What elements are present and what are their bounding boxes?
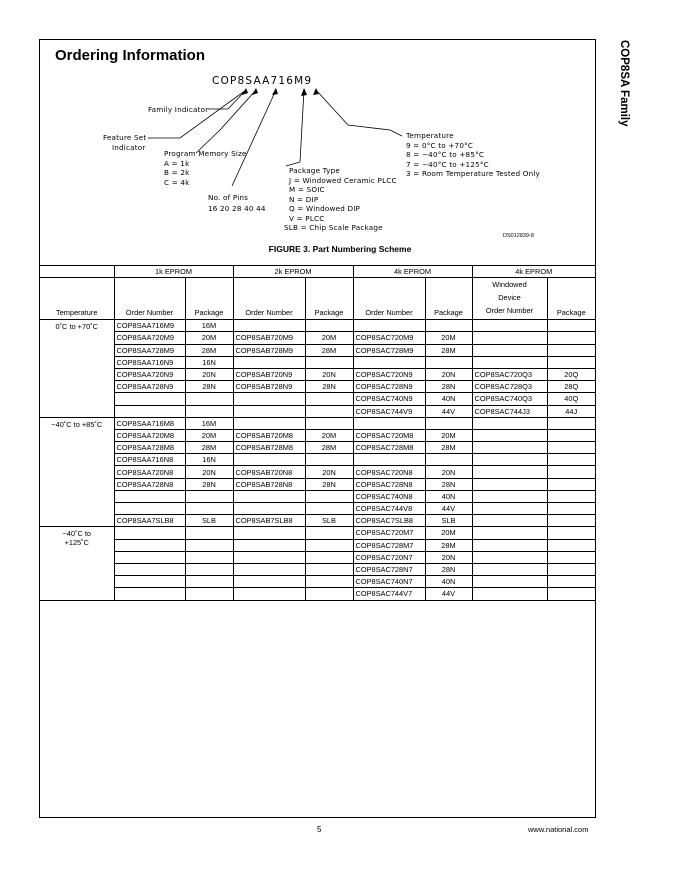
col-header-windowed-order: Windowed Device Order Number — [472, 278, 547, 320]
order-number-cell: COP8SAA728N8 — [114, 478, 185, 490]
table-row — [40, 381, 595, 393]
order-number-cell — [472, 551, 547, 563]
order-number-cell: COP8SAC744V9 — [353, 405, 425, 417]
order-number-cell: COP8SAA7SLB8 — [114, 515, 185, 527]
order-number-cell — [233, 527, 305, 539]
order-number-cell — [472, 515, 547, 527]
package-cell — [547, 478, 595, 490]
package-cell: 20M — [305, 332, 353, 344]
package-cell — [305, 588, 353, 600]
table-row — [40, 368, 595, 380]
ordering-table — [40, 265, 595, 601]
package-cell — [547, 527, 595, 539]
package-cell — [547, 490, 595, 502]
table-row — [40, 454, 595, 466]
package-cell — [425, 356, 472, 368]
package-cell — [425, 320, 472, 332]
order-number-cell: COP8SAC728M8 — [353, 442, 425, 454]
table-row — [40, 442, 595, 454]
group-header-4k-windowed: 4k EPROM — [472, 266, 595, 278]
package-cell — [185, 527, 233, 539]
package-cell: 16N — [185, 356, 233, 368]
order-number-cell — [233, 551, 305, 563]
table-row — [40, 563, 595, 575]
group-header-2k: 2k EPROM — [233, 266, 353, 278]
package-cell — [185, 490, 233, 502]
package-cell: 44V — [425, 503, 472, 515]
table-row — [40, 527, 595, 539]
package-cell — [547, 320, 595, 332]
table-row — [40, 393, 595, 405]
package-cell: 40N — [425, 393, 472, 405]
order-number-cell: COP8SAC728M9 — [353, 344, 425, 356]
package-cell: SLB — [185, 515, 233, 527]
package-cell: 28N — [425, 478, 472, 490]
package-cell — [547, 442, 595, 454]
col-header-order: Order Number — [114, 278, 185, 320]
order-number-cell — [353, 454, 425, 466]
table-row — [40, 503, 595, 515]
package-cell: 16N — [185, 454, 233, 466]
leader-package — [286, 90, 304, 166]
order-number-cell — [114, 563, 185, 575]
package-cell: SLB — [305, 515, 353, 527]
package-cell: 28M — [425, 344, 472, 356]
package-cell: 20N — [305, 466, 353, 478]
order-number-cell — [233, 563, 305, 575]
order-number-cell — [233, 356, 305, 368]
package-cell: 44J — [547, 405, 595, 417]
part-code: COP8SAA716M9 — [212, 75, 313, 87]
group-header-1k: 1k EPROM — [114, 266, 233, 278]
order-number-cell: COP8SAC740N9 — [353, 393, 425, 405]
order-number-cell — [472, 527, 547, 539]
package-cell: SLB — [425, 515, 472, 527]
order-number-cell — [472, 490, 547, 502]
package-cell — [547, 563, 595, 575]
package-cell: 20M — [425, 332, 472, 344]
col-header-order: Order Number — [233, 278, 305, 320]
package-cell — [305, 320, 353, 332]
order-number-cell: COP8SAB728M8 — [233, 442, 305, 454]
order-number-cell — [353, 417, 425, 429]
order-number-cell — [114, 503, 185, 515]
package-cell — [305, 454, 353, 466]
col-header-order: Order Number — [353, 278, 425, 320]
table-group-header-row — [40, 266, 595, 278]
order-number-cell: COP8SAC728M7 — [353, 539, 425, 551]
program-memory-label: Program Memory Size A = 1k B = 2k C = 4k — [164, 149, 247, 187]
table-body — [40, 320, 595, 600]
leader-temperature — [316, 90, 402, 136]
figure-caption: FIGURE 3. Part Numbering Scheme — [268, 244, 412, 254]
col-header-package: Package — [425, 278, 472, 320]
order-number-cell — [233, 576, 305, 588]
package-cell — [547, 454, 595, 466]
footer-url: www.national.com — [528, 825, 589, 834]
order-number-cell — [353, 356, 425, 368]
package-cell: 40N — [425, 490, 472, 502]
package-cell — [305, 503, 353, 515]
package-cell — [547, 466, 595, 478]
package-cell: 20M — [425, 527, 472, 539]
order-number-cell — [353, 320, 425, 332]
order-number-cell: COP8SAB728N9 — [233, 381, 305, 393]
feature-set-label: Feature Set Indicator — [103, 133, 147, 152]
order-number-cell — [472, 503, 547, 515]
package-cell — [185, 503, 233, 515]
package-cell — [547, 332, 595, 344]
order-number-cell — [114, 539, 185, 551]
order-number-cell — [233, 454, 305, 466]
order-number-cell — [472, 356, 547, 368]
order-number-cell — [472, 466, 547, 478]
table-row — [40, 332, 595, 344]
order-number-cell — [114, 405, 185, 417]
temperature-cell: 0˚C to +70˚C — [40, 320, 114, 418]
package-cell — [547, 417, 595, 429]
order-number-cell — [233, 588, 305, 600]
page-heading: Ordering Information — [55, 47, 205, 64]
order-number-cell: COP8SAA728M9 — [114, 344, 185, 356]
col-header-package: Package — [547, 278, 595, 320]
order-number-cell — [233, 539, 305, 551]
order-number-cell — [233, 503, 305, 515]
package-cell: 20N — [185, 368, 233, 380]
package-cell — [547, 588, 595, 600]
package-cell: 20M — [185, 429, 233, 441]
temperature-cell: −40˚C to +125˚C — [40, 527, 114, 600]
package-cell: 20M — [185, 332, 233, 344]
package-cell — [185, 588, 233, 600]
package-cell: 16M — [185, 320, 233, 332]
package-cell — [185, 576, 233, 588]
page-number: 5 — [317, 825, 322, 834]
order-number-cell — [233, 320, 305, 332]
package-cell — [305, 393, 353, 405]
order-number-cell: COP8SAB728N8 — [233, 478, 305, 490]
package-cell — [305, 576, 353, 588]
table-row — [40, 576, 595, 588]
package-cell: 28N — [185, 478, 233, 490]
package-cell: 28M — [425, 442, 472, 454]
order-number-cell: COP8SAC720N9 — [353, 368, 425, 380]
package-cell — [305, 527, 353, 539]
order-number-cell: COP8SAC728N8 — [353, 478, 425, 490]
order-number-cell: COP8SAC728N9 — [353, 381, 425, 393]
package-cell: 28N — [305, 381, 353, 393]
package-cell: 28M — [185, 442, 233, 454]
order-number-cell: COP8SAC740Q3 — [472, 393, 547, 405]
table-row — [40, 539, 595, 551]
package-cell — [547, 515, 595, 527]
order-number-cell — [472, 442, 547, 454]
order-number-cell — [472, 429, 547, 441]
order-number-cell: COP8SAA720M9 — [114, 332, 185, 344]
package-cell — [185, 551, 233, 563]
order-number-cell — [114, 588, 185, 600]
order-number-cell — [472, 539, 547, 551]
package-cell: 20M — [305, 429, 353, 441]
package-type-label: Package Type J = Windowed Ceramic PLCC M = SOIC N = DIP Q = Windowed DIP V = PLCC SLB = Chip Scale Package — [284, 166, 397, 232]
table-row — [40, 320, 595, 332]
package-cell: 20M — [425, 429, 472, 441]
order-number-cell — [472, 563, 547, 575]
package-cell: 20N — [425, 466, 472, 478]
order-number-cell — [114, 551, 185, 563]
order-number-cell: COP8SAA716N8 — [114, 454, 185, 466]
order-number-cell — [472, 576, 547, 588]
order-number-cell — [472, 332, 547, 344]
package-cell: 40Q — [547, 393, 595, 405]
package-cell — [547, 503, 595, 515]
order-number-cell: COP8SAA728N9 — [114, 381, 185, 393]
package-cell: 40N — [425, 576, 472, 588]
package-cell: 20N — [185, 466, 233, 478]
package-cell: 28N — [425, 563, 472, 575]
table-row — [40, 417, 595, 429]
package-cell — [185, 393, 233, 405]
package-cell: 28N — [425, 381, 472, 393]
order-number-cell: COP8SAC728Q3 — [472, 381, 547, 393]
table-row — [40, 515, 595, 527]
package-cell — [547, 539, 595, 551]
table-row — [40, 344, 595, 356]
package-cell: 28N — [185, 381, 233, 393]
package-cell — [305, 551, 353, 563]
package-cell: 20N — [305, 368, 353, 380]
order-number-cell: COP8SAC720N8 — [353, 466, 425, 478]
package-cell — [185, 539, 233, 551]
order-number-cell — [472, 454, 547, 466]
temperature-cell: −40˚C to +85˚C — [40, 417, 114, 527]
package-cell — [425, 454, 472, 466]
order-number-cell: COP8SAB720M8 — [233, 429, 305, 441]
table-row — [40, 478, 595, 490]
package-cell: 20N — [425, 551, 472, 563]
order-number-cell — [472, 344, 547, 356]
col-header-temperature: Temperature — [40, 278, 114, 320]
order-number-cell: COP8SAB7SLB8 — [233, 515, 305, 527]
order-number-cell — [472, 320, 547, 332]
table-row — [40, 490, 595, 502]
order-number-cell: COP8SAC744J3 — [472, 405, 547, 417]
package-cell — [305, 405, 353, 417]
order-number-cell — [472, 588, 547, 600]
package-cell: 28M — [425, 539, 472, 551]
side-title: COP8SA Family — [618, 40, 630, 127]
package-cell: 28M — [185, 344, 233, 356]
package-cell — [547, 344, 595, 356]
order-number-cell — [114, 576, 185, 588]
order-number-cell: COP8SAA720M8 — [114, 429, 185, 441]
order-number-cell — [472, 417, 547, 429]
order-number-cell: COP8SAB720M9 — [233, 332, 305, 344]
order-number-cell: COP8SAC740N7 — [353, 576, 425, 588]
package-cell: 20Q — [547, 368, 595, 380]
table-row — [40, 429, 595, 441]
package-cell — [305, 539, 353, 551]
package-cell: 20N — [425, 368, 472, 380]
order-number-cell: COP8SAC744V7 — [353, 588, 425, 600]
order-number-cell — [114, 393, 185, 405]
group-header-4k: 4k EPROM — [353, 266, 472, 278]
family-indicator-label: Family Indicator — [148, 105, 209, 114]
ds-number: DS012839-8 — [503, 233, 534, 239]
order-number-cell: COP8SAA716M9 — [114, 320, 185, 332]
order-number-cell: COP8SAA716M8 — [114, 417, 185, 429]
order-number-cell: COP8SAB720N9 — [233, 368, 305, 380]
order-number-cell: COP8SAC740N8 — [353, 490, 425, 502]
order-number-cell: COP8SAC7SLB8 — [353, 515, 425, 527]
package-cell: 44V — [425, 588, 472, 600]
package-cell: 28M — [305, 344, 353, 356]
table-row — [40, 588, 595, 600]
order-number-cell: COP8SAA720N9 — [114, 368, 185, 380]
order-number-cell — [472, 478, 547, 490]
order-number-cell: COP8SAA716N9 — [114, 356, 185, 368]
package-cell — [305, 356, 353, 368]
order-number-cell: COP8SAA728M8 — [114, 442, 185, 454]
package-cell — [547, 429, 595, 441]
order-number-cell — [114, 490, 185, 502]
package-cell: 28N — [305, 478, 353, 490]
package-cell — [185, 563, 233, 575]
table-row — [40, 405, 595, 417]
package-cell: 16M — [185, 417, 233, 429]
leader-memory — [196, 90, 256, 153]
order-number-cell: COP8SAC720M7 — [353, 527, 425, 539]
order-number-cell: COP8SAB728M9 — [233, 344, 305, 356]
order-number-cell — [233, 490, 305, 502]
table-row — [40, 551, 595, 563]
order-number-cell: COP8SAC720Q3 — [472, 368, 547, 380]
package-cell: 44V — [425, 405, 472, 417]
table-row — [40, 356, 595, 368]
order-number-cell: COP8SAC728N7 — [353, 563, 425, 575]
col-header-package: Package — [185, 278, 233, 320]
package-cell: 28Q — [547, 381, 595, 393]
pins-label: No. of Pins 16 20 28 40 44 — [208, 193, 266, 213]
table-header-row — [40, 278, 595, 320]
package-cell — [425, 417, 472, 429]
package-cell — [547, 356, 595, 368]
package-cell — [185, 405, 233, 417]
order-number-cell: COP8SAC720M9 — [353, 332, 425, 344]
table-row — [40, 466, 595, 478]
package-cell: 28M — [305, 442, 353, 454]
order-number-cell: COP8SAC744V8 — [353, 503, 425, 515]
package-cell — [305, 563, 353, 575]
leader-family — [208, 90, 246, 109]
order-number-cell: COP8SAC720M8 — [353, 429, 425, 441]
order-number-cell: COP8SAA720N8 — [114, 466, 185, 478]
order-number-cell: COP8SAB720N8 — [233, 466, 305, 478]
order-number-cell — [233, 405, 305, 417]
package-cell — [305, 490, 353, 502]
package-cell — [547, 576, 595, 588]
package-cell — [547, 551, 595, 563]
package-cell — [305, 417, 353, 429]
col-header-package: Package — [305, 278, 353, 320]
order-number-cell: COP8SAC720N7 — [353, 551, 425, 563]
order-number-cell — [114, 527, 185, 539]
order-number-cell — [233, 393, 305, 405]
order-number-cell — [233, 417, 305, 429]
temperature-label: Temperature 9 = 0°C to +70°C 8 = −40°C to +85°C 7 = −40°C to +125°C 3 = Room Temperature Tested Only — [406, 131, 541, 178]
